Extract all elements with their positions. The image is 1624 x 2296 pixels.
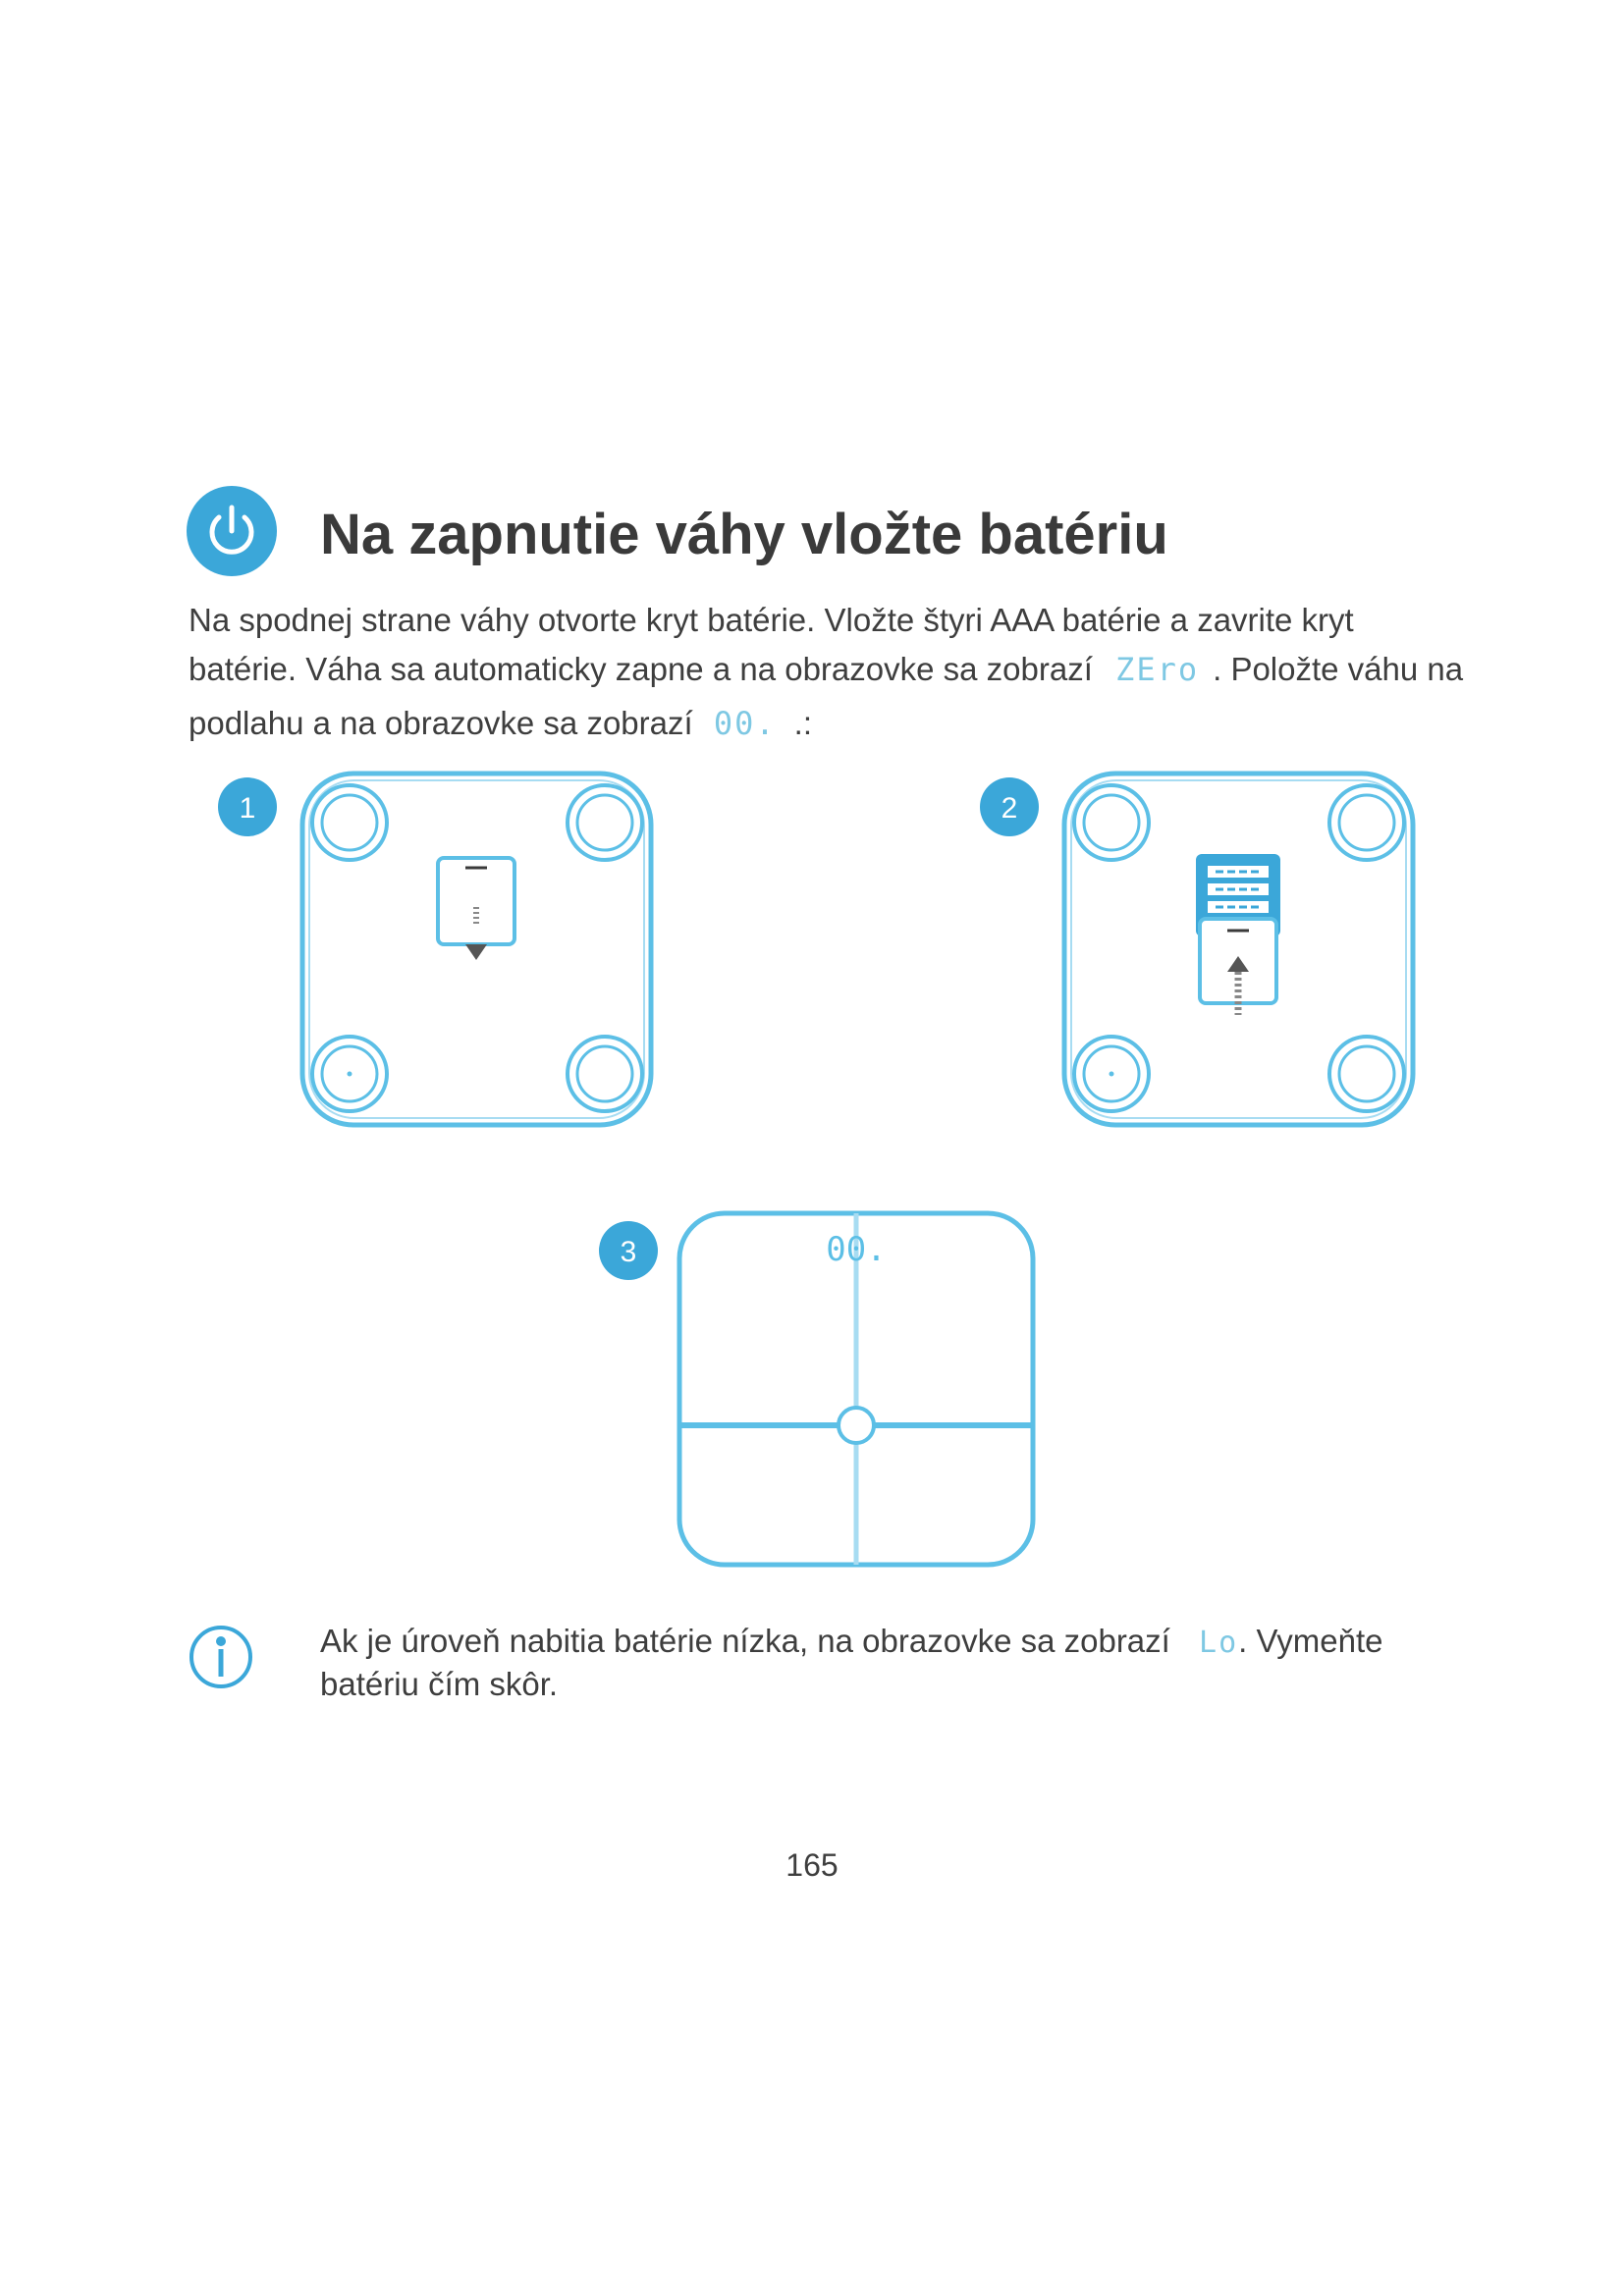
step-1-badge <box>218 777 277 836</box>
step-3-number: 3 <box>620 1236 637 1268</box>
display-reading-glyph: 00. <box>713 705 777 742</box>
step-1-number: 1 <box>239 792 256 825</box>
arrow-down-icon <box>465 944 487 960</box>
display-low-glyph: Lo <box>1199 1626 1239 1660</box>
body-line-1: Na spodnej strane váhy otvorte kryt batérie. Vložte štyri AAA batérie a zavrite kryt <box>189 602 1354 638</box>
note-text: Ak je úroveň nabitia batérie nízka, na obrazovke sa zobrazí <box>320 1623 1170 1659</box>
power-icon <box>187 486 277 576</box>
body-text: .: <box>793 705 812 741</box>
note-line-1 <box>320 1620 1382 1665</box>
step-3-badge <box>599 1221 658 1280</box>
body-text: podlahu a na obrazovke sa zobrazí <box>189 705 693 741</box>
display-zero-glyph: ZEro <box>1115 651 1200 688</box>
step-1-figure <box>214 762 676 1154</box>
scale-display: 00. <box>826 1230 887 1269</box>
page-number: 165 <box>785 1847 839 1883</box>
body-line-2 <box>189 650 1463 689</box>
note-line-2: batériu čím skôr. <box>320 1666 559 1702</box>
body-text: . Položte váhu na <box>1213 651 1464 687</box>
body-text: batérie. Váha sa automaticky zapne a na obrazovke sa zobrazí <box>189 651 1093 687</box>
step-3-figure <box>595 1209 1047 1582</box>
step-2-badge <box>980 777 1039 836</box>
page-title: Na zapnutie váhy vložte batériu <box>320 503 1168 566</box>
step-2-number: 2 <box>1001 792 1018 825</box>
step-2-figure <box>976 762 1437 1154</box>
info-icon <box>187 1622 255 1692</box>
note-text: . Vymeňte <box>1238 1623 1383 1659</box>
body-line-3 <box>189 704 812 743</box>
